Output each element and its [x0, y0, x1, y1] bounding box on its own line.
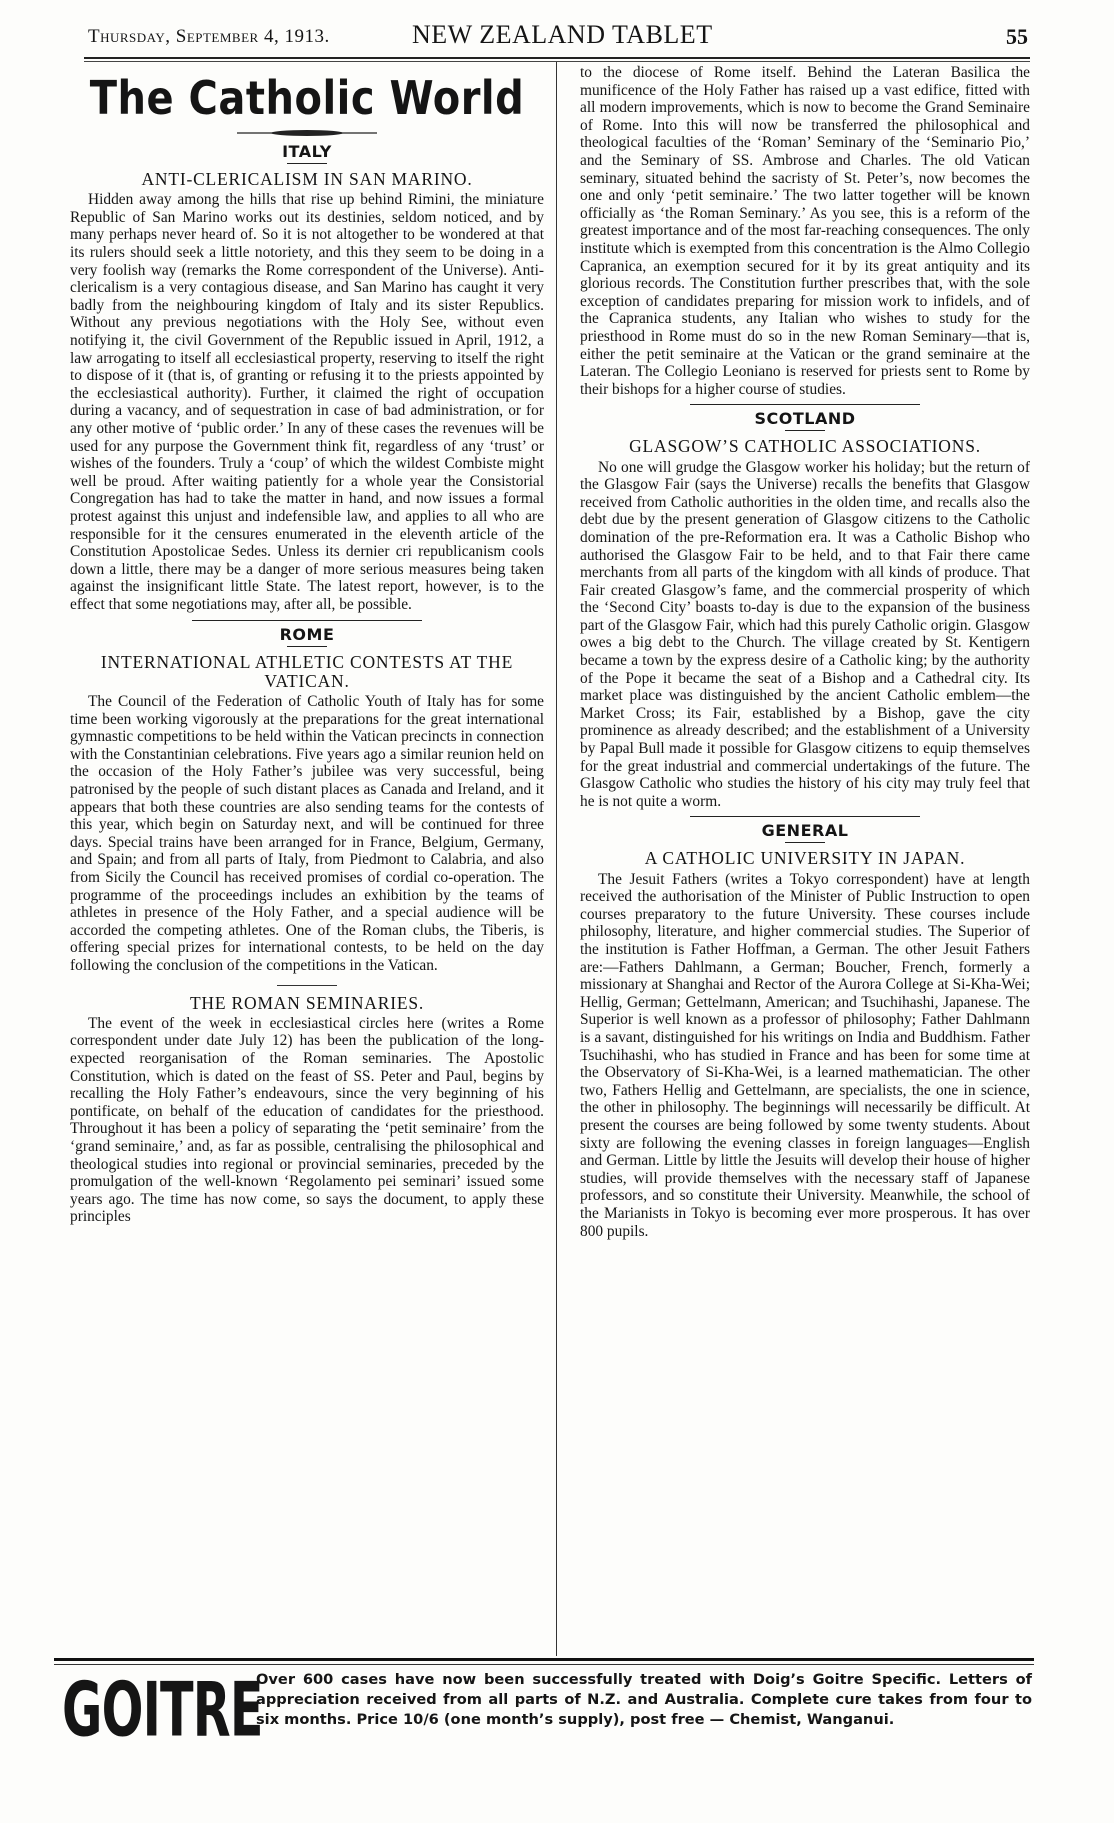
page-header	[88, 18, 1028, 54]
title-ornament	[237, 128, 377, 138]
section-scotland	[580, 409, 1030, 810]
article-title-roman-seminaries: THE ROMAN SEMINARIES.	[189, 992, 425, 1013]
section-heading-rome: ROME	[279, 624, 335, 644]
issue-date: Thursday, September 4, 1913.	[88, 26, 330, 47]
article-title-san-marino: ANTI-CLERICALISM IN SAN MARINO.	[141, 169, 473, 189]
section-general	[580, 821, 1030, 1240]
section-rome	[70, 625, 544, 1226]
page-title: The Catholic World	[89, 72, 525, 126]
page-number: 55	[1006, 24, 1028, 49]
publication-title: NEW ZEALAND TABLET	[412, 20, 713, 49]
header-rule-thin	[84, 61, 1030, 62]
article-body-roman-seminaries: The event of the week in ecclesiastical circles here (writes a Rome correspondent under date July 12) has been the publication of the long-expected reorganisation of the Roman seminaries. The Apostolic Constitution, which is dated on the feast of SS. Peter and Paul, begins by recalling the Holy Father’s endeavours, since the very beginning of his pontificate, on behalf of the education of candidates for the priesthood. Throughout it has been a policy of separating the ‘petit seminaire’ from the ‘grand seminaire,’ and, as far as possible, centralising the philosophical and theological studies into regional or provincial seminaries, preceded by the promulgation of the well-known ‘Regolamento pei seminari’ issued some years ago. The time has now come, so says the document, to apply these principles	[70, 1014, 544, 1226]
article-title-japan-university: A CATHOLIC UNIVERSITY IN JAPAN.	[644, 848, 966, 869]
section-divider	[690, 404, 920, 405]
section-heading-italy: ITALY	[282, 142, 332, 161]
section-heading-general: GENERAL	[761, 821, 849, 841]
article-body-roman-seminaries-continued: to the diocese of Rome itself. Behind the Lateran Basilica the munificence of the Holy Father has raised up a vast edifice, fitted with all modern improvements, which is now to become the Grand Seminaire of Rome. Into this will now be transferred the philosophical and theological faculties of the ‘Roman’ Seminary of the ‘Seminario Pio,’ and the Seminary of SS. Ambrose and Charles. The old Vatican seminary, situated behind the sacristy of St. Peter’s, now becomes the one and only ‘petit seminaire.’ The two latter together will be known officially as ‘the Roman Seminary.’ As you see, this is a reform of the greatest importance and of the most far-reaching consequences. The only institute which is exempted from this concentration is the Almo Collegio Capranica, an exemption secured for it by its great antiquity and its glorious records. The Constitution further prescribes that, with the sole exception of candidates preparing for mission work to infidels, and of the Capranica students, any Italian who wishes to study for the priesthood in Rome must do so in the new Roman Seminary—that is, either the petit seminaire at the Vatican or the grand seminaire at the Lateran. The Collegio Leoniano is reserved for priests sent to Rome by their bishops for a higher course of studies.	[580, 64, 1030, 398]
article-divider	[277, 985, 337, 986]
article-body-san-marino: Hidden away among the hills that rise up behind Rimini, the miniature Republic of San Marino works out its destinies, seldom noticed, and by many perhaps never heard of. So it is not altogether to be wondered at that its rulers should seek a little notoriety, and this they seem to be doing in a very foolish way (remarks the Rome correspondent of the Universe). Anti-clericalism is a very contagious disease, and San Marino has caught it very badly from the neighbouring kingdom of Italy and its sister Republics. Without any previous negotiations with the Holy See, without even notifying it, the civil Government of the Republic issued in April, 1912, a law arrogating to itself all ecclesiastical property, reserving to itself the right to dispose of it (that is, of granting or refusing it to the priests appointed by the ecclesiastical authority). Further, it claimed the right of occupation during a vacancy, and of sequestration in case of bad administration, or for any other motive of ‘public order.’ In any of these cases the revenues will be used for any purpose the Government think fit, regardless of any ‘trust’ or wishes of the founders. Truly a ‘coup’ of which the wildest Combiste might well be proud. After waiting patiently for a whole year the Consistorial Congregation has had to take the matter in hand, and now issues a formal protest against this unjust and indefensible law, and applies to all who are responsible for it the censures enumerated in the eleventh article of the Constitution Apostolicae Sedes. Unless its dernier cri republicanism cools down a little, there may be a danger of more serious measures being taken against the insignificant little State. The latest report, however, is to the effect that some negotiations may, after all, be possible.	[70, 191, 544, 613]
section-rule	[785, 842, 825, 843]
article-body-athletic-contests: The Council of the Federation of Catholic Youth of Italy has for some time been working vigorously at the preparations for the great international gymnastic competitions to be held within the Vatican precincts in connection with the Constantinian celebrations. Five years ago a similar reunion held on the occasion of the Holy Father’s jubilee was very successful, being patronised by the people of such distant places as Canada and Ireland, and it appears that both these countries are also sending teams for the contests of this year, which begin on Saturday next, and will be continued for three days. Special trains have been arranged for in France, Belgium, Germany, and Spain; and from all parts of Italy, from Piedmont to Calabria, and also from Sicily the Council has received promises of cordial co-operation. The programme of the proceedings includes an exhibition by the teams of athletes in presence of the Holy Father, and a special audience will be accorded the competing athletes. One of the Roman clubs, the Tiberis, is offering special prizes for international contests, to be held on the day following the conclusion of the competitions in the Vatican.	[70, 693, 544, 974]
advert-rule-thin	[54, 1664, 1034, 1665]
article-title-athletic-contests: INTERNATIONAL ATHLETIC CONTESTS AT THE VATICAN.	[100, 651, 514, 691]
advert-brand: GOITRE	[62, 1666, 263, 1755]
section-rule	[287, 163, 327, 164]
article-title-glasgow: GLASGOW’S CATHOLIC ASSOCIATIONS.	[629, 436, 981, 457]
section-divider	[690, 816, 920, 817]
left-column	[70, 64, 544, 1226]
right-column	[580, 64, 1030, 1240]
advert-text: Over 600 cases have now been successfully treated with Doig’s Goitre Specific. Letters of appreciation received from all parts of N.Z. and Australia. Complete cure takes from four to six months. Price 10/6 (one month’s supply), post free — Chemist, Wanganui.	[256, 1671, 1032, 1728]
column-divider	[556, 62, 557, 1656]
article-body-japan-university: The Jesuit Fathers (writes a Tokyo correspondent) have at length received the authorisation of the Minister of Public Instruction to open courses preparatory to the future University. These courses include philosophy, literature, and higher commercial studies. The Superior of the institution is Father Hoffman, a German. The other Jesuit Fathers are:—Fathers Dahlmann, a German; Boucher, French, formerly a missionary at Shanghai and Rector of the Aurora College at Si-Kha-Wei; Hellig, German; Gettelmann, American; and Tsuchihashi, Japanese. The Superior is well known as a professor of philosophy; Father Dahlmann is a savant, distinguished for his writings on India and Buddhism. Father Tsuchihashi, who has studied in France and has been for some time at the Observatory of Si-Kha-Wei, is a learned mathematician. The other two, Fathers Hellig and Gettelmann, are specialists, the one in science, the other in philosophy. The beginnings will necessarily be difficult. At present the courses are being followed by some twenty students. About sixty are following the evening classes in foreign languages—English and German. Little by little the Jesuits will develop their house of higher studies, will provide themselves with the necessary staff of Japanese professors, and so constitute their University. Meanwhile, the school of the Marianists in Tokyo is becoming ever more prosperous. It has over 800 pupils.	[580, 870, 1030, 1240]
header-rule	[84, 57, 1030, 59]
advert-rule	[54, 1658, 1034, 1661]
section-heading-scotland: SCOTLAND	[754, 409, 856, 429]
article-body-glasgow: No one will grudge the Glasgow worker his holiday; but the return of the Glasgow Fair (says the Universe) recalls the benefits that Glasgow received from Catholic authorities in the olden time, and recalls also the debt due by the present generation of Glasgow citizens to the Catholic domination of the pre-Reformation era. It was a Catholic Bishop who authorised the Glasgow Fair to be held, and to that Fair there came merchants from all parts of the kingdom with all kinds of produce. That Fair created Glasgow’s fame, and the commercial prosperity of which the ‘Second City’ boasts to-day is due to the expansion of the business part of the Glasgow Fair, which had this purely Catholic origin. Glasgow owes a big debt to the Church. The village created by St. Kentigern became a town by the express desire of a Catholic king; by the authority of the Pope it became the seat of a Bishop and a Cathedral city. Its market place was distinguished by the ancient Catholic emblem—the Market Cross; its Fair, established by a Bishop, gave the city prominence as already described; and the establishment of a University by Papal Bull made it possible for Glasgow citizens to equip themselves for the great industrial and commercial undertakings of the future. The Glasgow Catholic who studies the history of his city may truly feel that he is not quite a worm.	[580, 458, 1030, 810]
section-rule	[785, 430, 825, 431]
section-italy	[70, 142, 544, 614]
section-divider	[192, 620, 422, 621]
section-rule	[287, 646, 327, 647]
